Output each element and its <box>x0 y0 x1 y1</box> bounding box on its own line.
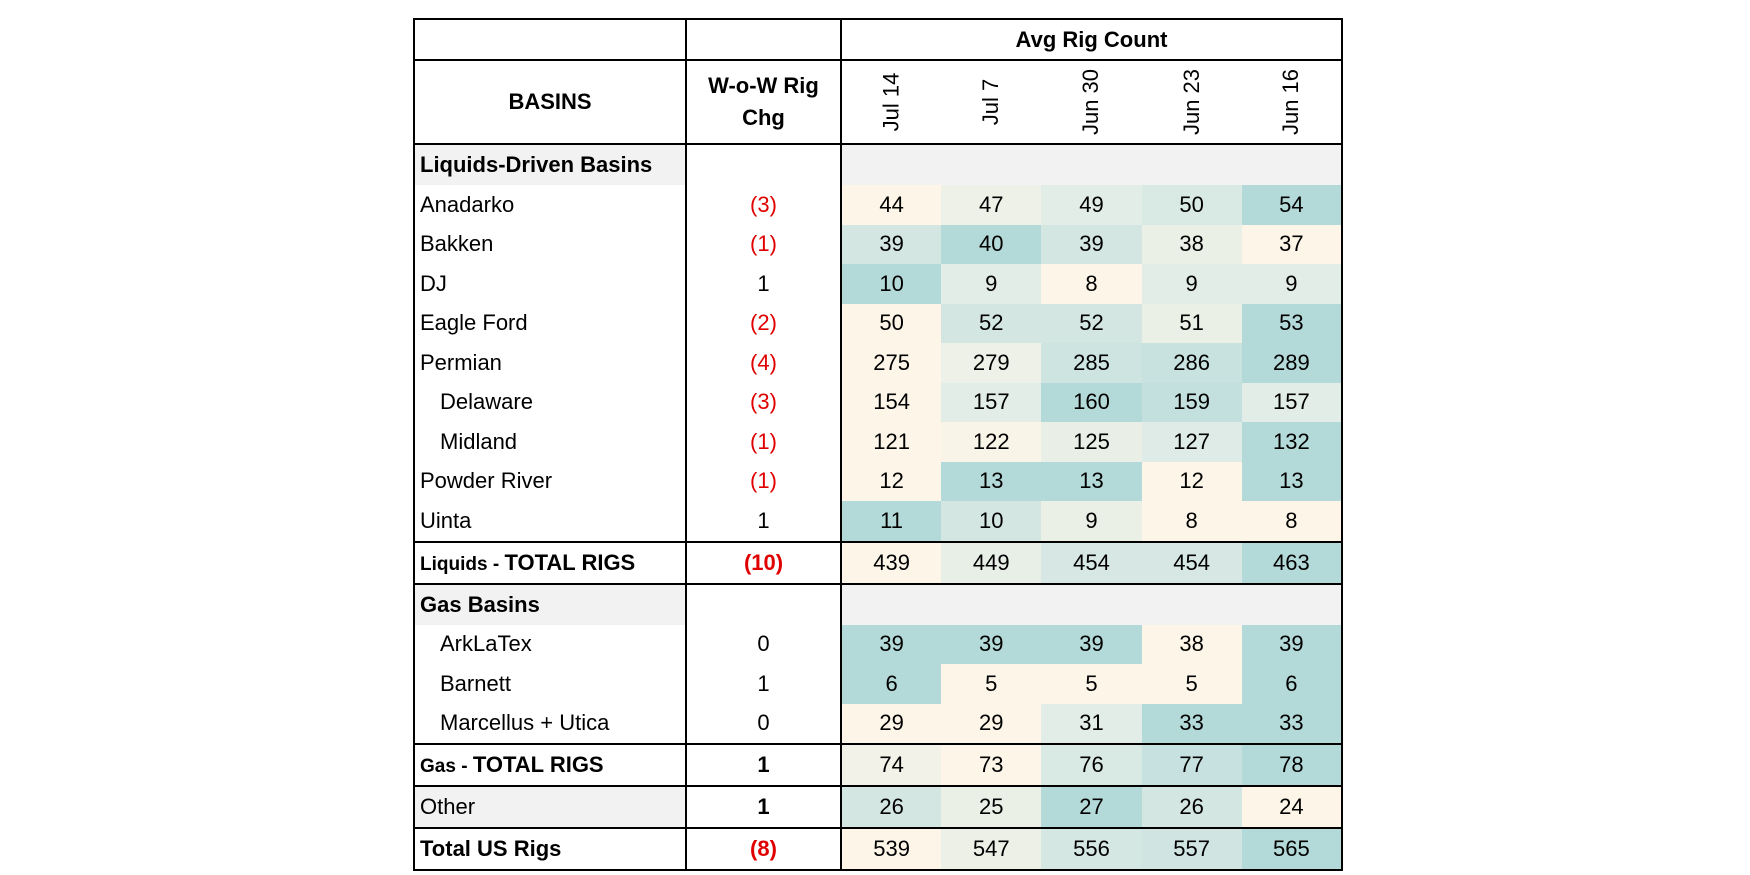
rig-count-cell: 10 <box>841 264 941 304</box>
basin-name: Marcellus + Utica <box>414 704 686 745</box>
rig-count-cell: 5 <box>941 664 1041 704</box>
wow-change: (1) <box>686 225 841 265</box>
table-row <box>414 383 1342 423</box>
date-header <box>1242 60 1342 144</box>
rig-count-cell: 449 <box>941 542 1041 584</box>
basin-name: Permian <box>414 343 686 383</box>
rig-count-cell: 157 <box>941 383 1041 423</box>
header-blank-chg <box>686 19 841 60</box>
basin-name: Eagle Ford <box>414 304 686 344</box>
table-row <box>414 422 1342 462</box>
date-header <box>941 60 1041 144</box>
rig-count-cell: 77 <box>1142 744 1242 786</box>
rig-count-cell: 44 <box>841 185 941 225</box>
total-wow-change: (10) <box>686 542 841 584</box>
rig-count-cell: 47 <box>941 185 1041 225</box>
rig-count-cell: 51 <box>1142 304 1242 344</box>
date-label: Jun 30 <box>1078 68 1104 136</box>
rig-count-cell: 27 <box>1041 786 1141 828</box>
total-prefix: Liquids - <box>420 553 505 575</box>
rig-count-cell: 37 <box>1242 225 1342 265</box>
rig-count-cell: 454 <box>1142 542 1242 584</box>
section-title: Gas Basins <box>414 584 686 625</box>
rig-count-cell: 38 <box>1142 225 1242 265</box>
section-title: Liquids-Driven Basins <box>414 144 686 185</box>
rig-count-cell: 6 <box>1242 664 1342 704</box>
date-header <box>1041 60 1141 144</box>
rig-count-cell: 24 <box>1242 786 1342 828</box>
rig-count-cell: 53 <box>1242 304 1342 344</box>
wow-change: 0 <box>686 704 841 745</box>
rig-count-cell: 439 <box>841 542 941 584</box>
wow-change: (4) <box>686 343 841 383</box>
wow-chg-header-line2: Chg <box>742 105 785 130</box>
rig-count-cell: 76 <box>1041 744 1141 786</box>
rig-count-cell: 125 <box>1041 422 1141 462</box>
avg-rig-count-header: Avg Rig Count <box>841 19 1342 60</box>
other-row <box>414 786 1342 828</box>
basin-name: ArkLaTex <box>414 625 686 665</box>
rig-count-cell: 12 <box>1142 462 1242 502</box>
table-row <box>414 625 1342 665</box>
rig-count-cell: 286 <box>1142 343 1242 383</box>
table-row <box>414 264 1342 304</box>
grand-total-label: Total US Rigs <box>414 828 686 870</box>
wow-change: 1 <box>686 264 841 304</box>
table-row <box>414 185 1342 225</box>
rig-count-cell: 557 <box>1142 828 1242 870</box>
rig-count-cell: 40 <box>941 225 1041 265</box>
total-prefix: Gas - <box>420 756 473 777</box>
rig-count-cell: 52 <box>941 304 1041 344</box>
table-row <box>414 343 1342 383</box>
rig-count-cell: 31 <box>1041 704 1141 745</box>
section-gas <box>414 584 1342 625</box>
wow-change: (1) <box>686 462 841 502</box>
wow-change: (3) <box>686 383 841 423</box>
rig-count-cell: 33 <box>1242 704 1342 745</box>
rig-count-cell: 25 <box>941 786 1041 828</box>
rig-count-cell: 33 <box>1142 704 1242 745</box>
section-liquids <box>414 144 1342 185</box>
basin-name: DJ <box>414 264 686 304</box>
rig-count-cell: 39 <box>1242 625 1342 665</box>
wow-change: 0 <box>686 625 841 665</box>
rig-count-cell: 132 <box>1242 422 1342 462</box>
rig-count-cell: 8 <box>1242 501 1342 542</box>
rig-count-cell: 160 <box>1041 383 1141 423</box>
rig-count-cell: 13 <box>941 462 1041 502</box>
total-text: TOTAL RIGS <box>472 752 604 777</box>
rig-count-cell: 73 <box>941 744 1041 786</box>
section-blank <box>686 144 841 185</box>
date-header <box>1142 60 1242 144</box>
rig-count-cell: 157 <box>1242 383 1342 423</box>
rig-count-cell: 39 <box>1041 625 1141 665</box>
wow-change: 1 <box>686 501 841 542</box>
basin-name: Anadarko <box>414 185 686 225</box>
wow-change: (3) <box>686 185 841 225</box>
rig-count-cell: 26 <box>841 786 941 828</box>
rig-count-cell: 10 <box>941 501 1041 542</box>
rig-count-cell: 50 <box>841 304 941 344</box>
basin-name: Powder River <box>414 462 686 502</box>
rig-count-cell: 29 <box>941 704 1041 745</box>
rig-count-cell: 279 <box>941 343 1041 383</box>
rig-count-cell: 74 <box>841 744 941 786</box>
rig-count-cell: 78 <box>1242 744 1342 786</box>
rig-count-cell: 13 <box>1041 462 1141 502</box>
liquids-total-row <box>414 542 1342 584</box>
gas-total-row <box>414 744 1342 786</box>
wow-change: (2) <box>686 304 841 344</box>
wow-change: (1) <box>686 422 841 462</box>
grand-total-wow-change: (8) <box>686 828 841 870</box>
date-label: Jun 23 <box>1178 68 1204 136</box>
table-row <box>414 501 1342 542</box>
date-label: Jun 16 <box>1278 68 1304 136</box>
rig-count-cell: 285 <box>1041 343 1141 383</box>
table-row <box>414 462 1342 502</box>
rig-count-cell: 12 <box>841 462 941 502</box>
rig-count-cell: 463 <box>1242 542 1342 584</box>
total-label <box>414 744 686 786</box>
rig-count-cell: 9 <box>1242 264 1342 304</box>
rig-count-cell: 39 <box>841 625 941 665</box>
rig-count-cell: 122 <box>941 422 1041 462</box>
total-text: TOTAL RIGS <box>504 549 636 575</box>
table-row <box>414 225 1342 265</box>
rig-count-cell: 154 <box>841 383 941 423</box>
basin-name: Other <box>414 786 686 828</box>
total-wow-change: 1 <box>686 744 841 786</box>
rig-count-cell: 39 <box>941 625 1041 665</box>
date-label: Jul 14 <box>878 72 904 132</box>
table-row <box>414 704 1342 745</box>
wow-chg-header-line1: W-o-W Rig <box>708 73 819 98</box>
rig-count-cell: 539 <box>841 828 941 870</box>
rig-count-cell: 50 <box>1142 185 1242 225</box>
rig-count-cell: 9 <box>1142 264 1242 304</box>
rig-count-cell: 9 <box>1041 501 1141 542</box>
rig-count-cell: 9 <box>941 264 1041 304</box>
rig-count-cell: 159 <box>1142 383 1242 423</box>
rig-count-cell: 289 <box>1242 343 1342 383</box>
grand-total-row <box>414 828 1342 870</box>
basin-name: Barnett <box>414 664 686 704</box>
rig-count-cell: 6 <box>841 664 941 704</box>
rig-count-cell: 29 <box>841 704 941 745</box>
rig-count-cell: 8 <box>1041 264 1141 304</box>
basin-name: Midland <box>414 422 686 462</box>
header-blank-basins <box>414 19 686 60</box>
rig-count-cell: 454 <box>1041 542 1141 584</box>
wow-change: 1 <box>686 786 841 828</box>
section-blank <box>686 584 841 625</box>
section-band <box>841 144 1342 185</box>
rig-count-cell: 556 <box>1041 828 1141 870</box>
section-band <box>841 584 1342 625</box>
rig-count-cell: 5 <box>1142 664 1242 704</box>
wow-change: 1 <box>686 664 841 704</box>
rig-count-table <box>413 18 1343 871</box>
basin-name: Bakken <box>414 225 686 265</box>
table-row <box>414 304 1342 344</box>
rig-count-cell: 11 <box>841 501 941 542</box>
rig-count-cell: 39 <box>1041 225 1141 265</box>
date-header <box>841 60 941 144</box>
rig-count-cell: 38 <box>1142 625 1242 665</box>
date-label: Jul 7 <box>978 78 1004 126</box>
rig-count-cell: 52 <box>1041 304 1141 344</box>
rig-count-cell: 39 <box>841 225 941 265</box>
rig-count-cell: 547 <box>941 828 1041 870</box>
basin-name: Delaware <box>414 383 686 423</box>
rig-count-cell: 8 <box>1142 501 1242 542</box>
table-row <box>414 664 1342 704</box>
rig-count-cell: 127 <box>1142 422 1242 462</box>
rig-count-cell: 275 <box>841 343 941 383</box>
rig-count-cell: 54 <box>1242 185 1342 225</box>
rig-count-cell: 13 <box>1242 462 1342 502</box>
wow-chg-header <box>686 60 841 144</box>
rig-count-cell: 49 <box>1041 185 1141 225</box>
rig-count-cell: 26 <box>1142 786 1242 828</box>
rig-count-cell: 121 <box>841 422 941 462</box>
rig-count-cell: 5 <box>1041 664 1141 704</box>
basin-name: Uinta <box>414 501 686 542</box>
total-label <box>414 542 686 584</box>
rig-count-cell: 565 <box>1242 828 1342 870</box>
basins-header: BASINS <box>414 60 686 144</box>
